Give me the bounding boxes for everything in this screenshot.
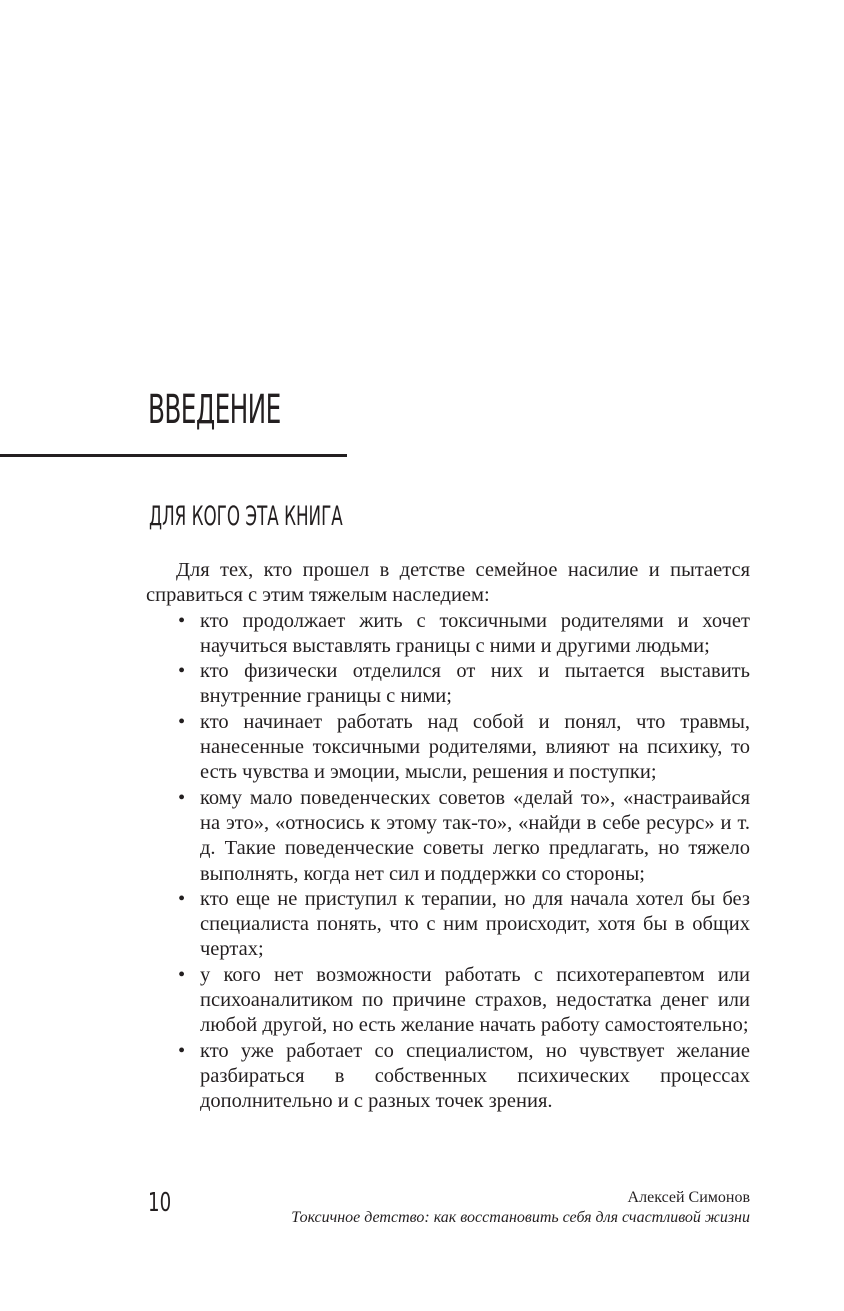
list-item-text: кому мало поведенческих советов «делай то», «настраивайся на это», «относись к этому так-то», «найди в себе ресурс» и т. д. Такие поведенческие советы легко предлагать, но тяжело выполнять, когда нет сил и поддержки со стороны; <box>200 786 750 885</box>
chapter-divider <box>0 454 347 457</box>
running-footer <box>291 1188 750 1228</box>
list-item <box>146 609 750 660</box>
chapter-title: ВВЕДЕНИЕ <box>148 387 281 433</box>
bullet-icon: • <box>178 1039 186 1062</box>
list-item-text: кто начинает работать над собой и понял, что травмы, нанесенные токсичными родителями, влияют на психику, то есть чувства и эмоции, мысли, решения и поступки; <box>200 710 750 784</box>
list-item-text: кто еще не приступил к терапии, но для начала хотел бы без специалиста понять, что с ним происходит, хотя бы в общих чертах; <box>200 887 750 961</box>
intro-paragraph: Для тех, кто прошел в детстве семейное насилие и пытается справиться с этим тяжелым наследием: <box>146 559 750 607</box>
bullet-icon: • <box>178 963 186 986</box>
audience-list <box>146 609 750 1115</box>
list-item <box>146 963 750 1039</box>
bullet-icon: • <box>178 710 186 733</box>
list-item-text: у кого нет возможности работать с психотерапевтом или психоаналитиком по причине страхов, недостатка денег или любой другой, но есть желание начать работу самостоятельно; <box>200 963 750 1037</box>
body-text <box>146 558 750 1115</box>
list-item-text: кто физически отделился от них и пытается выставить внутренние границы с ними; <box>200 660 750 708</box>
list-item <box>146 786 750 887</box>
section-title: ДЛЯ КОГО ЭТА КНИГА <box>149 501 343 532</box>
list-item <box>146 659 750 710</box>
footer-author: Алексей Симонов <box>627 1189 750 1206</box>
list-item <box>146 710 750 786</box>
page-number: 10 <box>148 1188 172 1218</box>
bullet-icon: • <box>178 887 186 910</box>
bullet-icon: • <box>178 786 186 809</box>
bullet-icon: • <box>178 660 186 683</box>
list-item <box>146 887 750 963</box>
list-item <box>146 1039 750 1115</box>
footer-book-title: Токсичное детство: как восстановить себя для счастливой жизни <box>291 1209 750 1226</box>
list-item-text: кто продолжает жить с токсичными родителями и хочет научиться выставлять границы с ними и другими людьми; <box>200 609 750 657</box>
list-item-text: кто уже работает со специалистом, но чувствует желание разбираться в собственных психических процессах дополнительно и с разных точек зрения. <box>200 1039 750 1113</box>
bullet-icon: • <box>178 609 186 632</box>
